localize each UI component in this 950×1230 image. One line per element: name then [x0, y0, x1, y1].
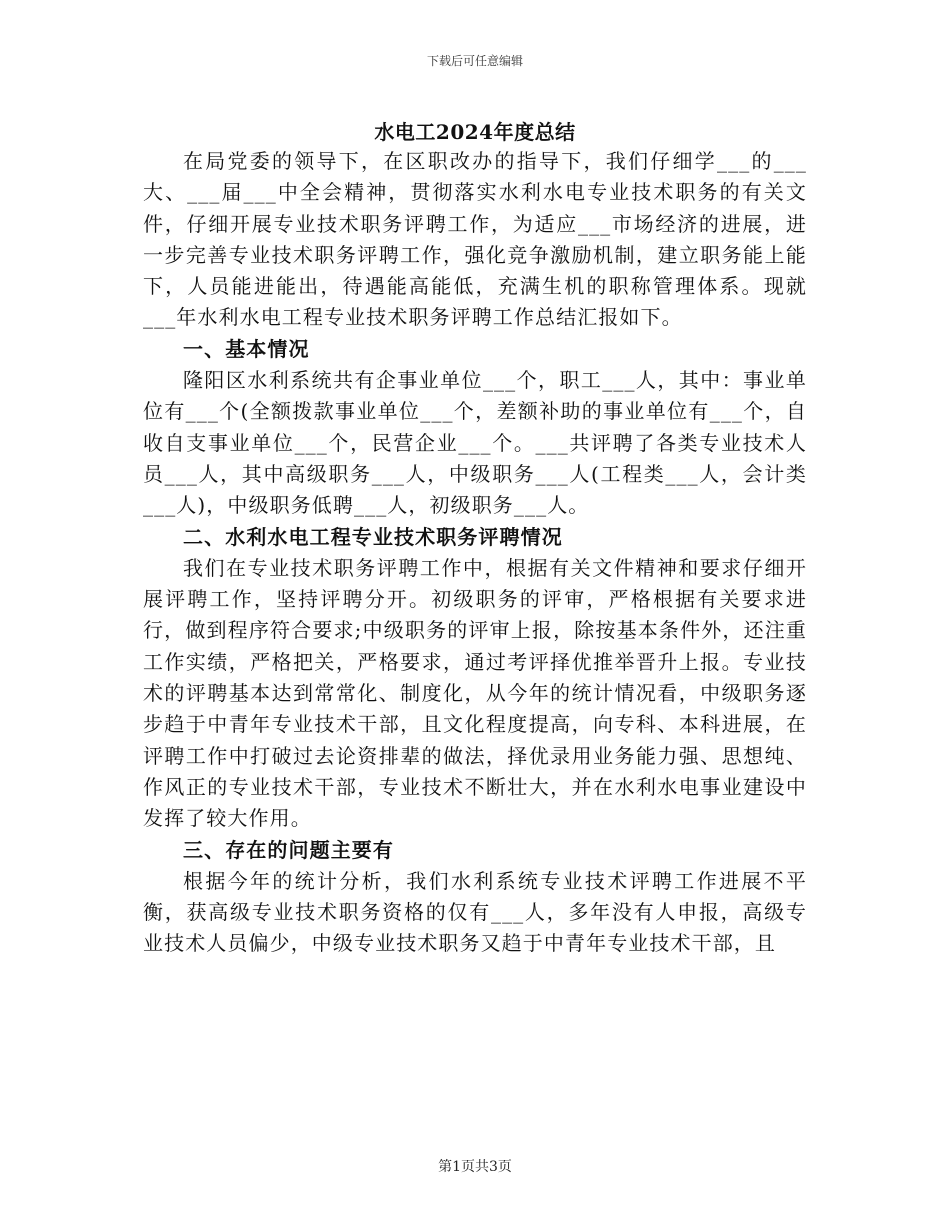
section-paragraph-basic-situation: 隆阳区水利系统共有企事业单位___个，职工___人，其中：事业单位有___个(全额拨款事业单位___个，差额补助的事业单位有___个，自收自支事业单位___个，民营企业___个。___共评聘了各类专业技术人员___人，其中高级职务___人，中级职务___人(工程类___人，会计类___人)，中级职务低聘___人，初级职务___人。: [143, 368, 807, 518]
section-heading-basic-situation: 一、基本情况: [183, 336, 310, 361]
section-paragraph-problems: 根据今年的统计分析，我们水利系统专业技术评聘工作进展不平衡，获高级专业技术职务资格的仅有___人，多年没有人申报，高级专业技术人员偏少，中级专业技术职务又趋于中青年专业技术干部，且: [143, 868, 807, 956]
document-title: 水电工2024年度总结: [374, 120, 576, 144]
intro-paragraph: 在局党委的领导下，在区职改办的指导下，我们仔细学___的___大、___届___中全会精神，贯彻落实水利水电专业技术职务的有关文件，仔细开展专业技术职务评聘工作，为适应___市场经济的进展，进一步完善专业技术职务评聘工作，强化竞争激励机制，建立职务能上能下，人员能进能出，待遇能高能低，充满生机的职称管理体系。现就___年水利水电工程专业技术职务评聘工作总结汇报如下。: [143, 149, 807, 330]
document-body: [143, 146, 807, 960]
section-heading-evaluation: 二、水利水电工程专业技术职务评聘情况: [183, 524, 563, 549]
section-paragraph-evaluation: 我们在专业技术职务评聘工作中，根据有关文件精神和要求仔细开展评聘工作，坚持评聘分开。初级职务的评审，严格根据有关要求进行，做到程序符合要求;中级职务的评审上报，除按基本条件外，还注重工作实绩，严格把关，严格要求，通过考评择优推举晋升上报。专业技术的评聘基本达到常常化、制度化，从今年的统计情况看，中级职务逐步趋于中青年专业技术干部，且文化程度提高，向专科、本科进展，在评聘工作中打破过去论资排辈的做法，择优录用业务能力强、思想纯、作风正的专业技术干部，专业技术不断壮大，并在水利水电事业建设中发挥了较大作用。: [143, 555, 807, 831]
section-heading-problems: 三、存在的问题主要有: [183, 837, 394, 862]
header-note: 下载后可任意编辑: [426, 54, 523, 68]
page-number: 第1页共3页: [438, 1159, 512, 1175]
